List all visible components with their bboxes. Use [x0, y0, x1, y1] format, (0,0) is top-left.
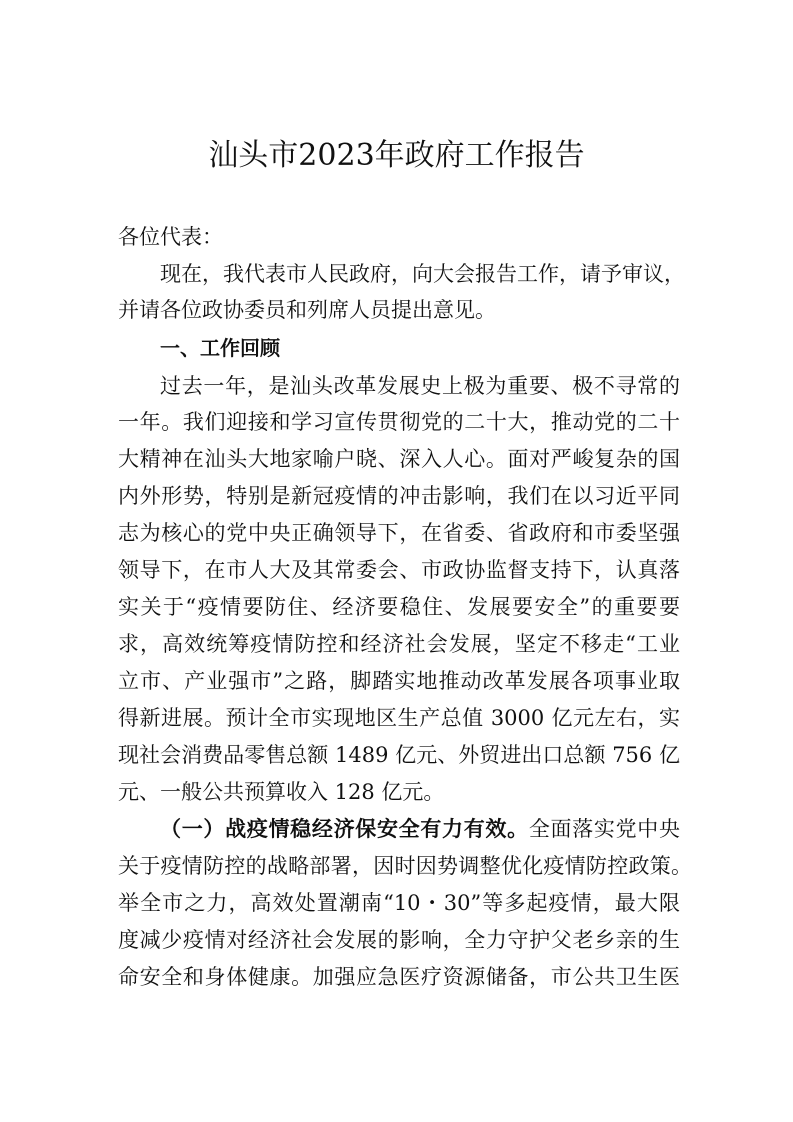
- body-line: 大精神在汕头大地家喻户晓、深入人心。面对严峻复杂的国: [118, 447, 680, 471]
- subsection-heading: （一）战疫情稳经济保安全有力有效。: [160, 816, 529, 841]
- body-line: 过去一年，是汕头改革发展史上极为重要、极不寻常的: [160, 374, 680, 398]
- body-line: 一年。我们迎接和学习宣传贯彻党的二十大，推动党的二十: [118, 410, 680, 434]
- body-line: 求，高效统筹疫情防控和经济社会发展，坚定不移走“工业: [118, 632, 680, 656]
- body-line: 举全市之力，高效处置潮南“10・30”等多起疫情，最大限: [118, 891, 680, 915]
- document-title: 汕头市2023年政府工作报告: [208, 138, 585, 173]
- body-line: 现社会消费品零售总额 1489 亿元、外贸进出口总额 756 亿: [118, 743, 680, 767]
- body-line: 实关于“疫情要防住、经济要稳住、发展要安全”的重要要: [118, 595, 680, 619]
- body-line: 命安全和身体健康。加强应急医疗资源储备，市公共卫生医: [118, 965, 680, 989]
- body-line: 度减少疫情对经济社会发展的影响，全力守护父老乡亲的生: [118, 928, 680, 952]
- section-heading: 一、工作回顾: [160, 336, 280, 360]
- body-line: 志为核心的党中央正确领导下，在省委、省政府和市委坚强: [118, 521, 680, 545]
- intro-line: 并请各位政协委员和列席人员提出意见。: [118, 298, 496, 322]
- subsection-text: 全面落实党中央: [528, 817, 681, 841]
- body-line: 得新进展。预计全市实现地区生产总值 3000 亿元左右，实: [118, 706, 680, 730]
- body-line: 元、一般公共预算收入 128 亿元。: [118, 780, 445, 804]
- body-line: 立市、产业强市”之路，脚踏实地推动改革发展各项事业取: [118, 669, 680, 693]
- body-line: 内外形势，特别是新冠疫情的冲击影响，我们在以习近平同: [118, 484, 680, 508]
- body-line: 领导下，在市人大及其常委会、市政协监督支持下，认真落: [118, 558, 680, 582]
- body-line: 关于疫情防控的战略部署，因时因势调整优化疫情防控政策。: [118, 854, 692, 878]
- salutation: 各位代表：: [118, 225, 223, 249]
- subsection-first-line: [160, 814, 680, 844]
- intro-line: 现在，我代表市人民政府，向大会报告工作，请予审议，: [160, 262, 685, 286]
